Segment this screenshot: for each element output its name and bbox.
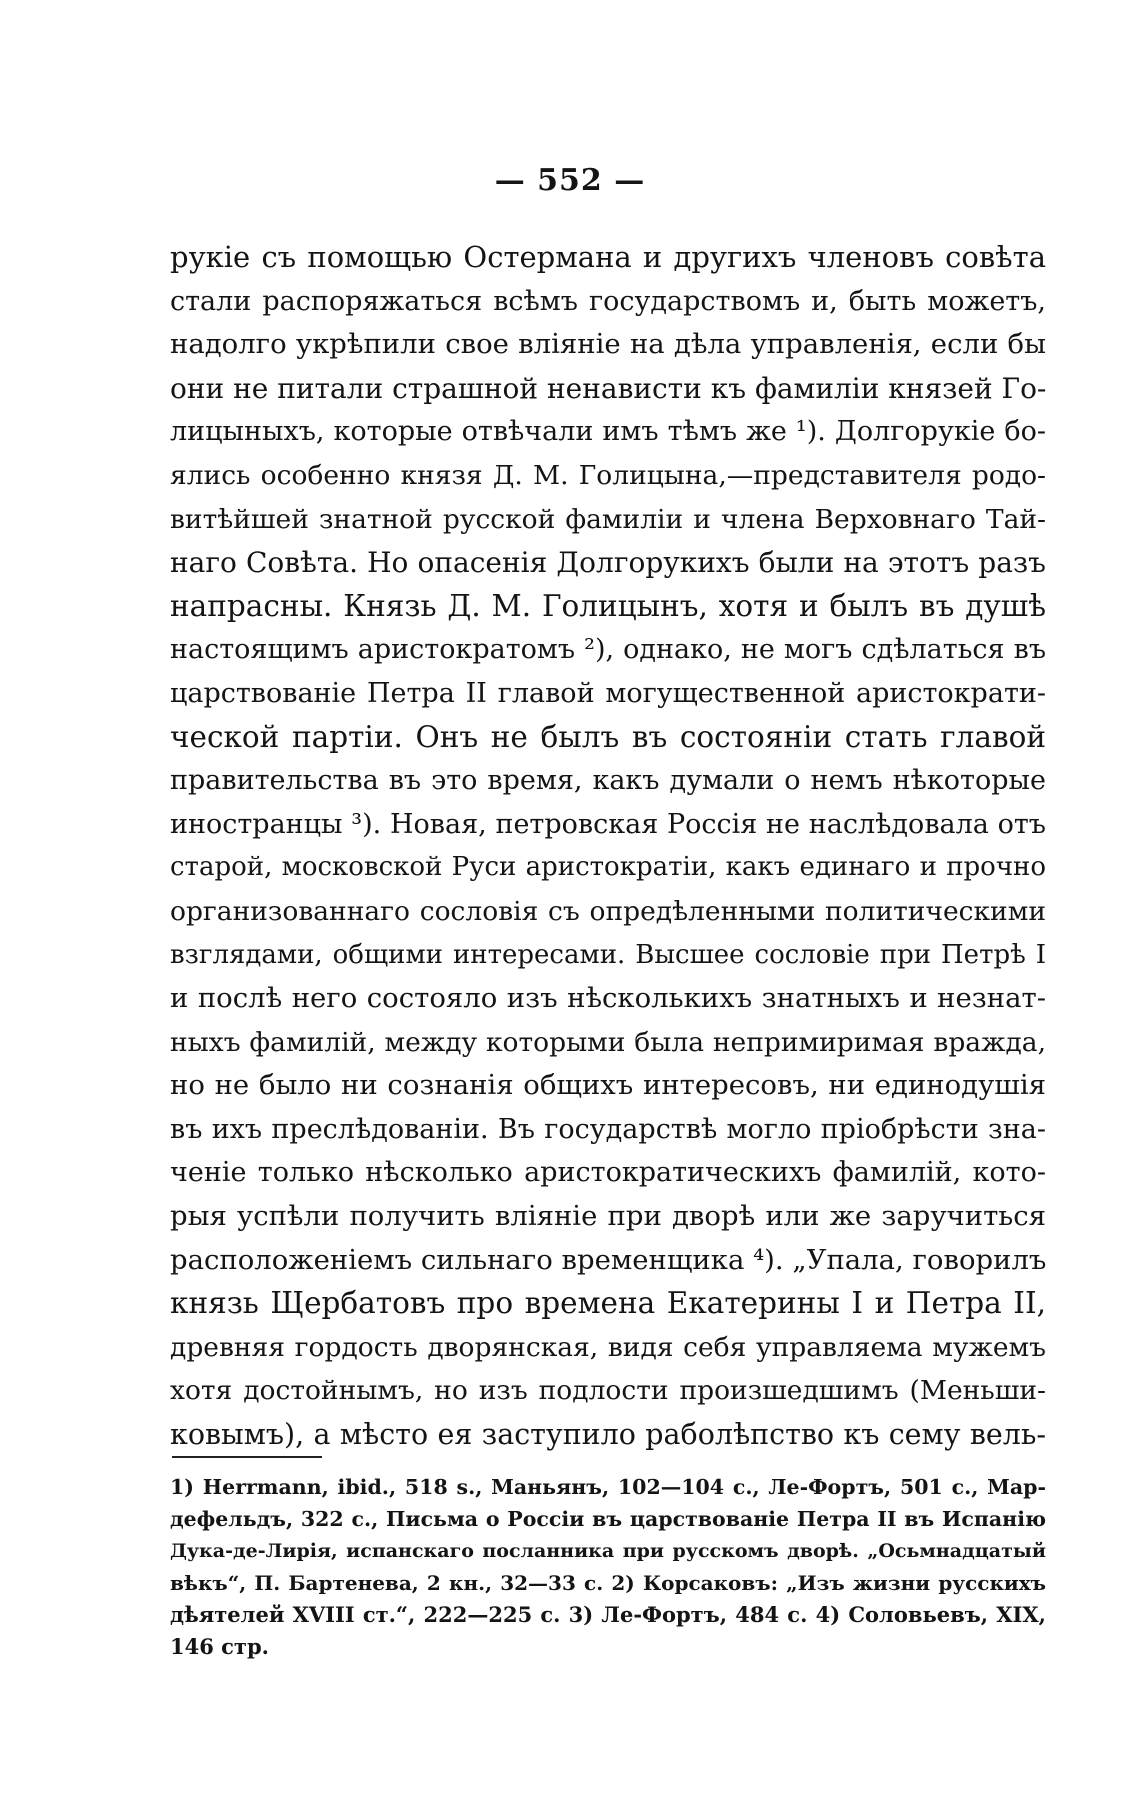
text-line: ныхъ фамилій, между которыми была непримиримая вражда,	[170, 1026, 1046, 1058]
footnote-line: вѣкъ“, П. Бартенева, 2 кн., 32—33 с. 2) Корсаковъ: „Изъ жизни русскихъ	[170, 1571, 1046, 1595]
text-line: царствованіе Петра II главой могущественной аристократи-	[170, 677, 1046, 709]
text-line: витѣйшей знатной русской фамиліи и члена Верховнаго Тай-	[170, 503, 1046, 535]
text-line: въ ихъ преслѣдованіи. Въ государствѣ могло пріобрѣсти зна-	[170, 1113, 1046, 1145]
text-line: они не питали страшной ненависти къ фамиліи князей Го-	[170, 371, 1046, 405]
text-line: иностранцы ³). Новая, петровская Россія не наслѣдовала отъ	[170, 808, 1046, 840]
text-line: ченіе только нѣсколько аристократическихъ фамилій, кото-	[170, 1157, 1046, 1189]
text-line: организованнаго сословія съ опредѣленными политическими	[170, 895, 1046, 927]
text-line: рукіе съ помощью Остермана и другихъ членовъ совѣта	[170, 240, 1046, 274]
text-line: стали распоряжаться всѣмъ государствомъ и, быть можетъ,	[170, 285, 1046, 317]
text-line: хотя достойнымъ, но изъ подлости произшедшимъ (Меньши-	[170, 1375, 1046, 1407]
text-line: рыя успѣли получить вліяніе при дворѣ или же заручиться	[170, 1200, 1046, 1233]
text-line: расположеніемъ сильнаго временщика ⁴). „Упала, говорилъ	[170, 1243, 1046, 1276]
footnote-line: 1) Herrmann, ibid., 518 s., Маньянъ, 102—104 с., Ле-Фортъ, 501 с., Мар-	[170, 1475, 1046, 1499]
footnote-line: 146 стр.	[170, 1634, 269, 1659]
footnote-line: дѣятелей XVIII ст.“, 222—225 с. 3) Ле-Фортъ, 484 с. 4) Соловьевъ, XIX,	[170, 1602, 1046, 1627]
text-line: ковымъ), а мѣсто ея заступило раболѣпство къ сему вель-	[170, 1418, 1046, 1452]
text-line: и послѣ него состояло изъ нѣсколькихъ знатныхъ и незнат-	[170, 982, 1046, 1015]
text-line: ялись особенно князя Д. М. Голицына,—представителя родо-	[170, 459, 1046, 491]
footnotes	[170, 1471, 1046, 1663]
page-number: — 552 —	[494, 163, 646, 198]
footnote-divider	[172, 1456, 322, 1458]
text-line: надолго укрѣпили свое вліяніе на дѣла управленія, если бы	[170, 328, 1046, 361]
text-line: настоящимъ аристократомъ ²), однако, не могъ сдѣлаться въ	[170, 634, 1046, 666]
text-line: напрасны. Князь Д. М. Голицынъ, хотя и былъ въ душѣ	[170, 588, 1046, 623]
text-line: ческой партіи. Онъ не былъ въ состояніи стать главой	[170, 719, 1046, 754]
footnote-line: дефельдъ, 322 с., Письма о Россіи въ царствованіе Петра II въ Испанію	[170, 1507, 1046, 1531]
text-line: взглядами, общими интересами. Высшее сословіе при Петрѣ I	[170, 939, 1046, 970]
text-line: но не было ни сознанія общихъ интересовъ, ни единодушія	[170, 1069, 1046, 1102]
text-line: лицыныхъ, которые отвѣчали имъ тѣмъ же ¹). Долгорукіе бо-	[170, 416, 1046, 448]
main-text	[170, 236, 1046, 1457]
footnote-line: Дука-де-Лирія, испанскаго посланника при русскомъ дворѣ. „Осьмнадцатый	[170, 1540, 1046, 1562]
text-line: древняя гордость дворянская, видя себя управляема мужемъ	[170, 1331, 1046, 1363]
text-line: старой, московской Руси аристократіи, какъ единаго и прочно	[170, 852, 1046, 883]
text-line: князь Щербатовъ про времена Екатерины I и Петра II,	[170, 1286, 1046, 1321]
text-line: наго Совѣта. Но опасенія Долгорукихъ были на этотъ разъ	[170, 546, 1046, 580]
text-line: правительства въ это время, какъ думали о немъ нѣкоторые	[170, 765, 1046, 797]
